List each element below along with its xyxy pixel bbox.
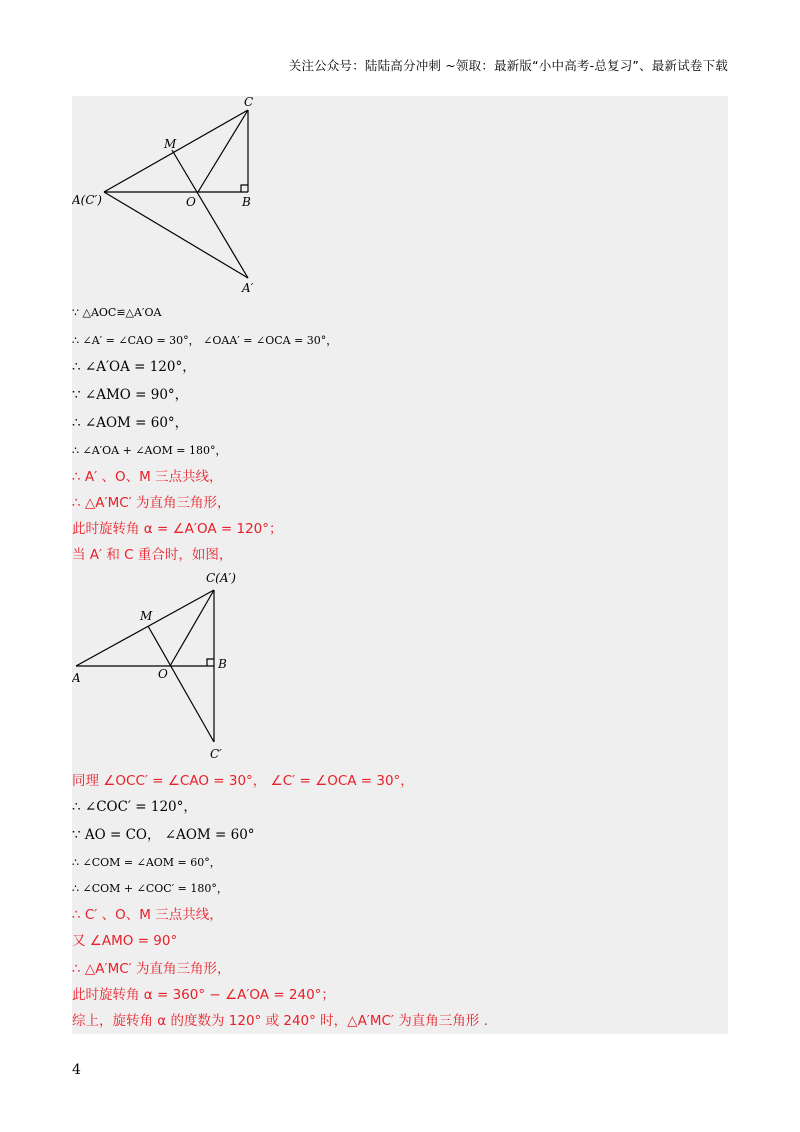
proof-line-8: ∴ △A′MC′ 为直角三角形， [72, 495, 231, 511]
proof-line-20: 综上，旋转角 α 的度数为 120° 或 240° 时，△A′MC′ 为直角三角形 . [72, 1013, 488, 1029]
proof-line-2: ∴ ∠A′ = ∠CAO = 30°， ∠OAA′ = ∠OCA = 30°， [72, 334, 338, 347]
geometry-figure-1 [72, 96, 292, 296]
proof-line-19: 此时旋转角 α = 360° − ∠A′OA = 240°； [72, 987, 335, 1003]
proof-line-4: ∵ ∠AMO = 90°， [72, 387, 189, 403]
proof-line-1: ∵ △AOC≌△A′OA [72, 306, 162, 319]
label-b: B [218, 657, 227, 671]
proof-line-5: ∴ ∠AOM = 60°， [72, 415, 189, 431]
label-o: O [158, 667, 168, 681]
label-m: M [164, 137, 177, 151]
proof-line-17: 又 ∠AMO = 90° [72, 933, 178, 949]
proof-line-9: 此时旋转角 α = ∠A′OA = 120°； [72, 521, 283, 537]
proof-line-15: ∴ ∠COM + ∠COC′ = 180°， [72, 882, 228, 895]
page-header: 关注公众号：陆陆高分冲刺 ~领取：最新版“小中高考-总复习”、最新试卷下载 [288, 58, 728, 73]
label-o: O [186, 195, 196, 209]
page-number: 4 [72, 1062, 81, 1078]
label-a-prime: A′ [242, 281, 254, 295]
label-c: C(A′) [206, 571, 236, 585]
proof-line-18: ∴ △A′MC′ 为直角三角形， [72, 961, 231, 977]
proof-line-16: ∴ C′ 、O、M 三点共线， [72, 907, 223, 923]
proof-line-7: ∴ A′ 、O、M 三点共线， [72, 469, 223, 485]
proof-line-11: 同理 ∠OCC′ = ∠CAO = 30°， ∠C′ = ∠OCA = 30°， [72, 773, 414, 789]
label-a: A(C′) [72, 193, 102, 207]
geometry-figure-2 [72, 570, 272, 770]
proof-line-12: ∴ ∠COC′ = 120°， [72, 799, 197, 815]
solution-panel [72, 96, 728, 1034]
label-m: M [140, 609, 153, 623]
label-c: C [244, 96, 254, 109]
label-b: B [242, 195, 251, 209]
label-a: A [72, 671, 81, 685]
proof-line-10: 当 A′ 和 C 重合时，如图， [72, 547, 233, 563]
proof-line-3: ∴ ∠A′OA = 120°， [72, 359, 196, 375]
proof-line-13: ∵ AO = CO， ∠AOM = 60° [72, 827, 255, 843]
proof-line-6: ∴ ∠A′OA + ∠AOM = 180°， [72, 444, 227, 457]
proof-line-14: ∴ ∠COM = ∠AOM = 60°， [72, 856, 221, 869]
label-c-prime: C′ [210, 747, 222, 761]
